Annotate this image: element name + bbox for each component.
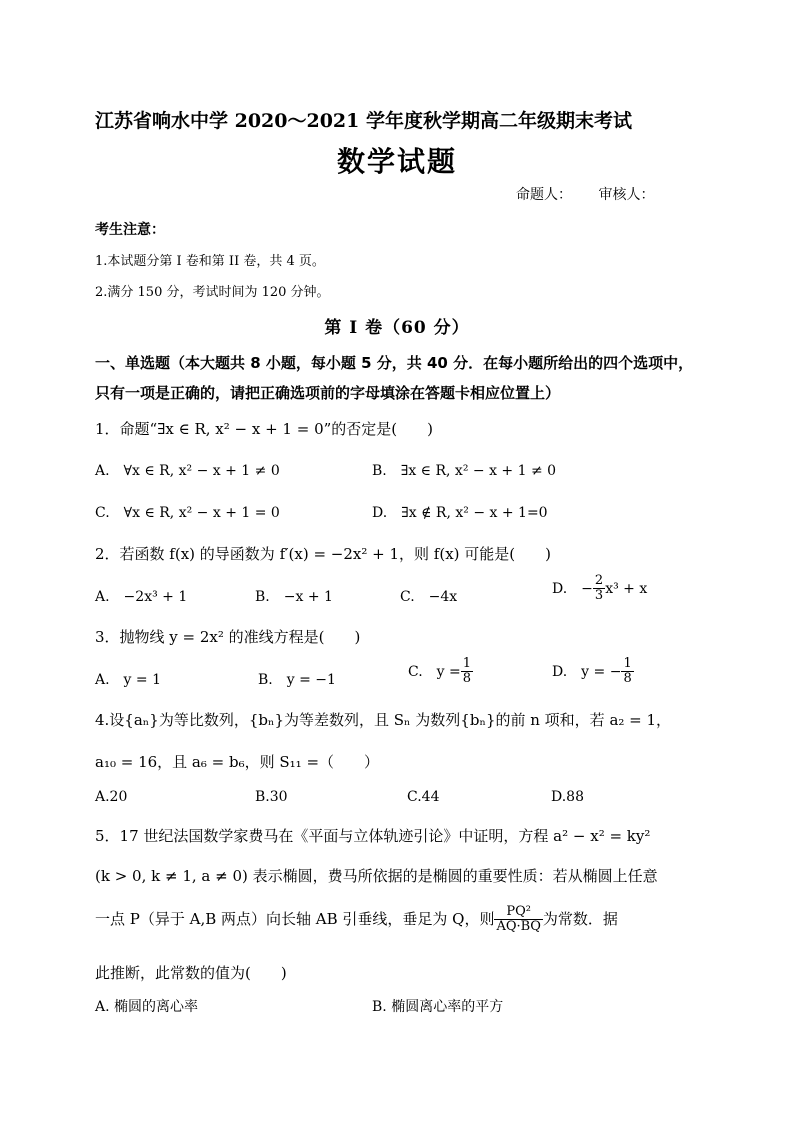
q1-option-c: C. ∀x ∈ R, x² − x + 1 = 0 — [95, 505, 280, 521]
q1-option-d: D. ∃x ∉ R, x² − x + 1=0 — [372, 505, 548, 521]
q4-line1: 4.设{aₙ}为等比数列，{bₙ}为等差数列，且 Sₙ 为数列{bₙ}的前 n 项和，若 a₂ = 1， — [95, 711, 672, 729]
section-intro-line2: 只有一项是正确的，请把正确选项前的字母填涂在答题卡相应位置上） — [95, 384, 561, 402]
q5-line3-prefix: 一点 P（异于 A,B 两点）向长轴 AB 引垂线，垂足为 Q，则 — [95, 909, 495, 928]
q2-option-d — [552, 574, 647, 604]
q5-option-a: A. 椭圆的离心率 — [95, 999, 199, 1015]
q2-option-a: A. −2x³ + 1 — [95, 589, 188, 605]
q5-line3-suffix: 为常数．据 — [542, 909, 618, 928]
exam-title: 江苏省响水中学 2020～2021 学年度秋学期高二年级期末考试 — [95, 110, 632, 132]
q3-option-b: B. y = −1 — [258, 672, 336, 688]
q3-option-a: A. y = 1 — [95, 672, 162, 688]
q2-option-c: C. −4x — [400, 589, 458, 605]
notice-item-2: 2.满分 150 分，考试时间为 120 分钟。 — [95, 285, 330, 300]
q4-option-c: C.44 — [407, 789, 440, 805]
q2-stem: 2．若函数 f(x) 的导函数为 f′(x) = −2x² + 1，则 f(x) 可能是( ) — [95, 545, 551, 563]
q2-d-den: 3 — [594, 588, 604, 604]
q3-c-prefix: C. y = — [408, 663, 461, 680]
q3-d-prefix: D. y = − — [552, 663, 622, 680]
q2-d-num: 2 — [594, 573, 604, 588]
q5-frac-num: PQ² — [506, 904, 531, 919]
q2-option-b: B. −x + 1 — [255, 589, 333, 605]
authors-line — [516, 184, 676, 204]
q5-line3 — [95, 905, 618, 935]
q4-option-d: D.88 — [551, 789, 584, 805]
q5-option-b: B. 椭圆离心率的平方 — [372, 999, 504, 1015]
section-title: 第 I 卷（60 分） — [324, 318, 470, 338]
q3-c-fraction — [461, 657, 473, 687]
q3-c-num: 1 — [462, 656, 472, 671]
section-intro-line1: 一、单选题（本大题共 8 小题，每小题 5 分，共 40 分．在每小题所给出的四个选项中， — [95, 354, 694, 372]
q3-stem: 3．抛物线 y = 2x² 的准线方程是( ) — [95, 628, 361, 646]
q2-d-prefix: D. − — [552, 580, 593, 597]
notice-heading: 考生注意： — [95, 222, 165, 238]
q3-d-num: 1 — [623, 656, 632, 671]
q1-option-a: A. ∀x ∈ R, x² − x + 1 ≠ 0 — [95, 463, 280, 479]
q3-c-den: 8 — [462, 671, 472, 687]
q4-line2: a₁₀ = 16，且 a₆ = b₆，则 S₁₁ =（ ） — [95, 753, 380, 771]
q5-line1: 5．17 世纪法国数学家费马在《平面与立体轨迹引论》中证明，方程 a² − x² = ky² — [95, 827, 651, 845]
q2-d-suffix: x³ + x — [605, 580, 648, 597]
q5-frac-den: AQ·BQ — [496, 919, 541, 935]
notice-item-1: 1.本试题分第 I 卷和第 II 卷，共 4 页。 — [95, 254, 325, 269]
q3-option-d — [552, 657, 634, 687]
q2-d-fraction — [593, 574, 605, 604]
author-label: 命题人： — [516, 187, 572, 203]
reviewer-label: 审核人： — [598, 187, 655, 203]
q3-d-fraction — [621, 657, 633, 687]
q3-option-c — [408, 657, 473, 687]
q5-fraction — [494, 905, 542, 935]
subject-title: 数学试题 — [336, 145, 457, 178]
q5-line2: (k > 0, k ≠ 1, a ≠ 0) 表示椭圆，费马所依据的是椭圆的重要性质：若从椭圆上任意 — [95, 867, 658, 885]
q4-option-a: A.20 — [95, 789, 128, 805]
q3-d-den: 8 — [623, 671, 632, 687]
q5-line4: 此推断，此常数的值为( ) — [95, 964, 287, 982]
q1-stem: 1．命题“∃x ∈ R, x² − x + 1 = 0”的否定是( ) — [95, 420, 433, 438]
q1-option-b: B. ∃x ∈ R, x² − x + 1 ≠ 0 — [372, 463, 557, 479]
q4-option-b: B.30 — [255, 789, 288, 805]
